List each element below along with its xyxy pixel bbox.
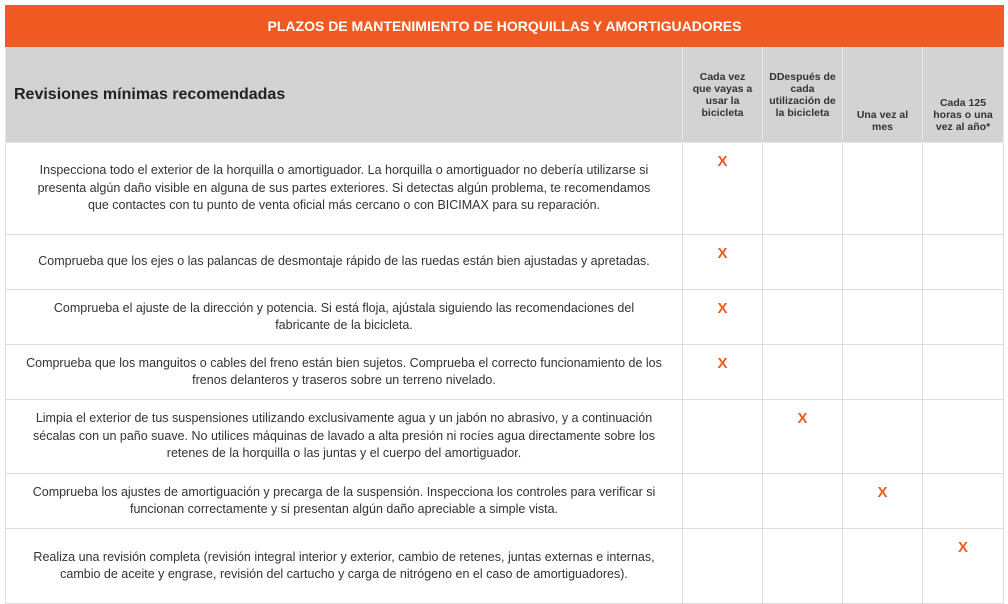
row-description: Inspecciona todo el exterior de la horquilla o amortiguador. La horquilla o amortiguador no debería utilizarse si presenta algún daño visible en alguna de sus partes exteriores. Si detectas algún problema, te recomendamos que contactes con tu punto de venta oficial más cercano o con BICIMAX para su reparación. (6, 143, 683, 235)
mark-125-hours-yearly (923, 290, 1004, 345)
mark-every-ride: X (683, 345, 763, 400)
mark-after-each-use (763, 143, 843, 235)
mark-after-each-use (763, 529, 843, 604)
mark-every-ride (683, 400, 763, 474)
mark-after-each-use (763, 235, 843, 290)
row-description: Comprueba que los ejes o las palancas de desmontaje rápido de las ruedas están bien ajustadas y apretadas. (6, 235, 683, 290)
mark-125-hours-yearly (923, 143, 1004, 235)
table-row (6, 529, 1004, 604)
table-title: PLAZOS DE MANTENIMIENTO DE HORQUILLAS Y AMORTIGUADORES (6, 6, 1004, 47)
column-header-after-each-use: DDespués de cada utilización de la bicicleta (763, 47, 843, 143)
column-header-125-hours-yearly: Cada 125 horas o una vez al año* (923, 47, 1004, 143)
maintenance-table (5, 5, 1004, 604)
mark-every-ride (683, 529, 763, 604)
row-description: Comprueba que los manguitos o cables del freno están bien sujetos. Comprueba el correcto funcionamiento de los frenos delanteros y traseros sobre un terreno nivelado. (6, 345, 683, 400)
mark-every-ride: X (683, 290, 763, 345)
mark-monthly: X (843, 474, 923, 529)
mark-monthly (843, 345, 923, 400)
table-row (6, 474, 1004, 529)
table-row (6, 290, 1004, 345)
table-row (6, 345, 1004, 400)
mark-125-hours-yearly (923, 345, 1004, 400)
table-row (6, 143, 1004, 235)
row-description: Comprueba los ajustes de amortiguación y precarga de la suspensión. Inspecciona los controles para verificar si funcionan correctamente y si presentan algún daño apreciable a simple vista. (6, 474, 683, 529)
mark-every-ride (683, 474, 763, 529)
table-row (6, 235, 1004, 290)
row-description: Comprueba el ajuste de la dirección y potencia. Si está floja, ajústala siguiendo las recomendaciones del fabricante de la bicicleta. (6, 290, 683, 345)
mark-after-each-use (763, 345, 843, 400)
row-description: Limpia el exterior de tus suspensiones utilizando exclusivamente agua y un jabón no abrasivo, y a continuación sécalas con un paño suave. No utilices máquinas de lavado a alta presión ni rocíes agua directamente sobre los retenes de la horquilla o las juntas y el cuerpo del amortiguador. (6, 400, 683, 474)
mark-monthly (843, 529, 923, 604)
mark-after-each-use (763, 290, 843, 345)
column-header-monthly: Una vez al mes (843, 47, 923, 143)
maintenance-schedule (5, 5, 1003, 604)
mark-after-each-use (763, 474, 843, 529)
mark-every-ride: X (683, 235, 763, 290)
mark-monthly (843, 143, 923, 235)
mark-125-hours-yearly (923, 474, 1004, 529)
mark-125-hours-yearly (923, 235, 1004, 290)
mark-after-each-use: X (763, 400, 843, 474)
mark-125-hours-yearly (923, 400, 1004, 474)
table-row (6, 400, 1004, 474)
mark-monthly (843, 235, 923, 290)
mark-125-hours-yearly: X (923, 529, 1004, 604)
row-description: Realiza una revisión completa (revisión integral interior y exterior, cambio de retenes, juntas externas e internas, cambio de aceite y engrase, revisión del cartucho y carga de nitrógeno en el caso de amortiguadores). (6, 529, 683, 604)
description-column-header: Revisiones mínimas recomendadas (6, 47, 683, 143)
column-header-every-ride: Cada vez que vayas a usar la bicicleta (683, 47, 763, 143)
mark-monthly (843, 400, 923, 474)
mark-every-ride: X (683, 143, 763, 235)
mark-monthly (843, 290, 923, 345)
